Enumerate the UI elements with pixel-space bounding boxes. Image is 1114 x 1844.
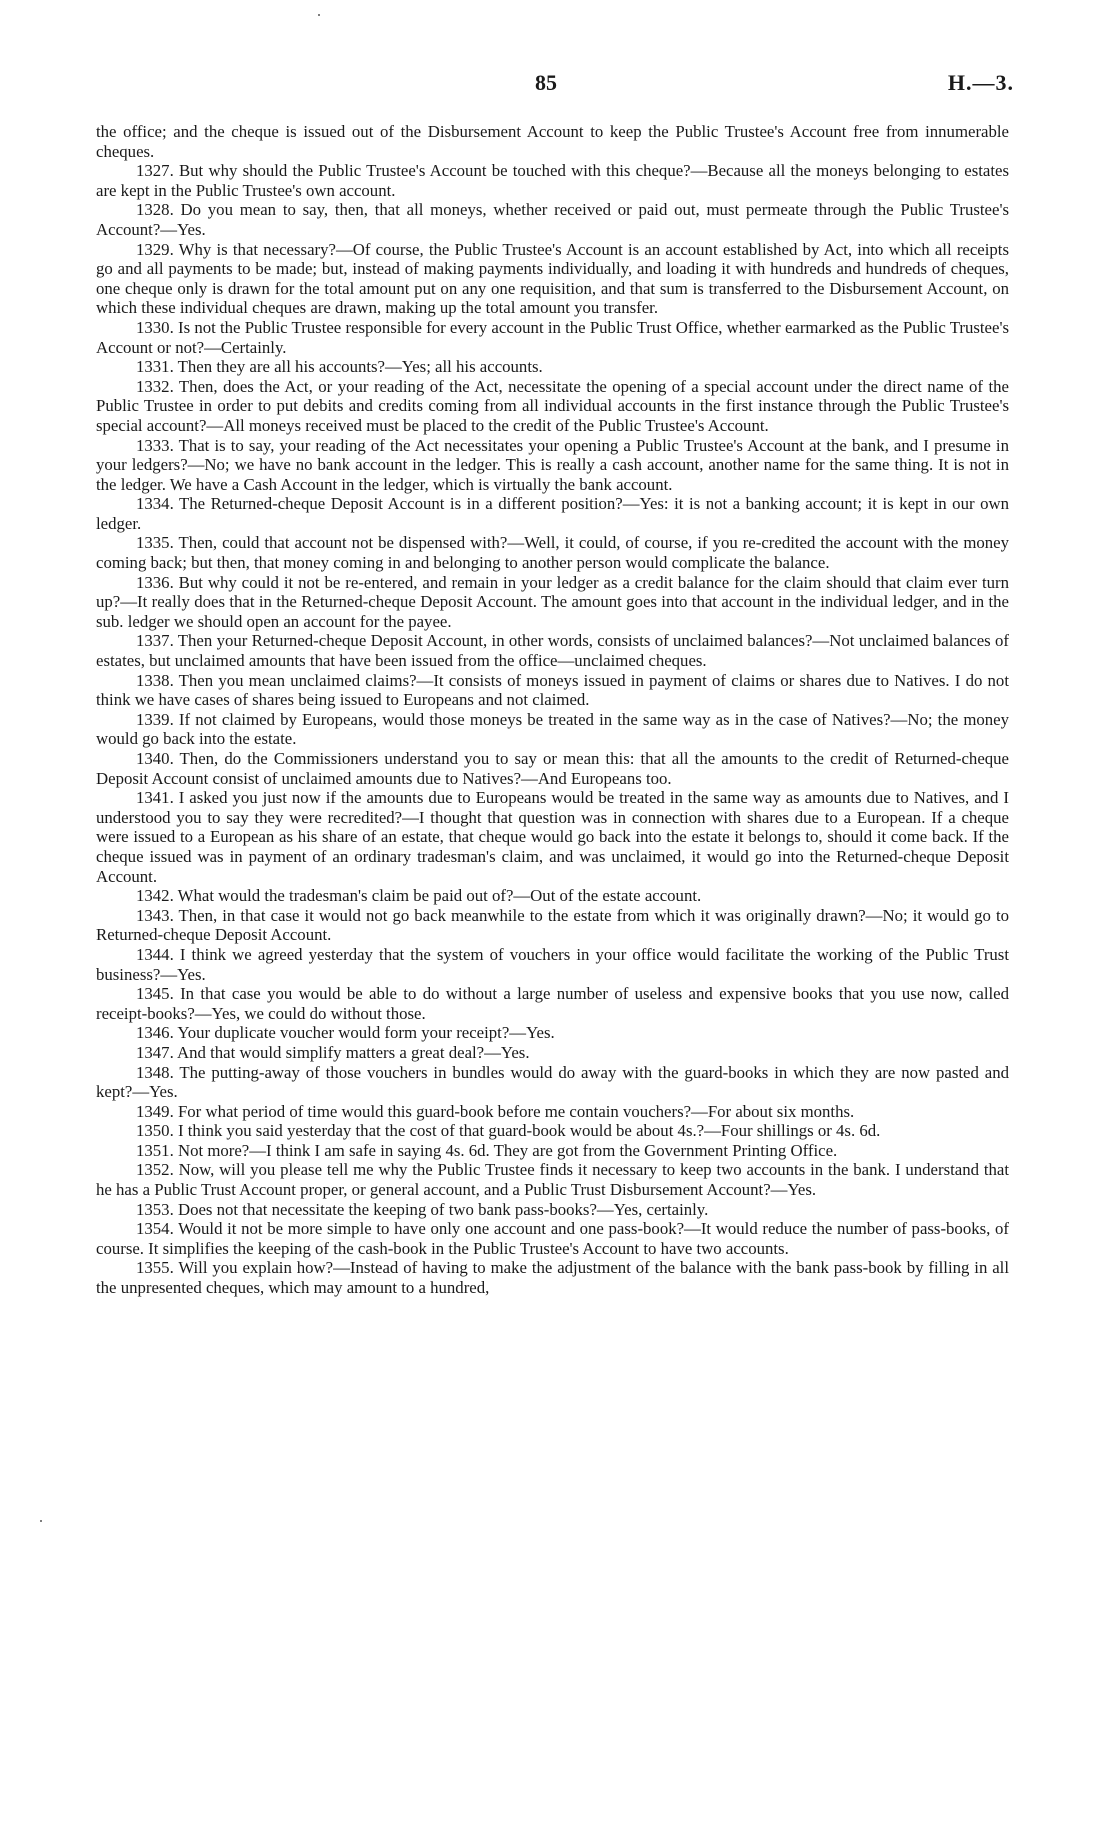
paragraph: 1347. And that would simplify matters a great deal?—Yes. bbox=[136, 1042, 530, 1062]
document-reference: H.—3. bbox=[947, 70, 1014, 95]
paragraph: 1333. That is to say, your reading of the Act necessitates your opening a Public Trustee's Account at the bank, and I presume in your ledgers?—No; we have no bank account in the ledger. This is really a cash account, another name for the same thing. It is not in the ledger. We have a Cash Account in the ledger, which is virtually the bank account. bbox=[96, 435, 1009, 494]
paragraph: 1342. What would the tradesman's claim be paid out of?—Out of the estate account. bbox=[136, 886, 702, 906]
paragraph: 1337. Then your Returned-cheque Deposit Account, in other words, consists of unclaimed balances?—Not unclaimed balances of estates, but unclaimed amounts that have been issued from the office—unclaimed cheques. bbox=[96, 631, 1009, 671]
page-number: 85 bbox=[535, 70, 557, 95]
paragraph: 1334. The Returned-cheque Deposit Account is in a different position?—Yes: it is not a banking account; it is kept in our own ledger. bbox=[96, 494, 1009, 533]
paragraph: 1348. The putting-away of those vouchers in bundles would do away with the guard-books in which they are now pasted and kept?—Yes. bbox=[96, 1062, 1009, 1102]
scan-speck bbox=[40, 1520, 42, 1522]
page-header bbox=[0, 70, 1114, 100]
paragraph: 1339. If not claimed by Europeans, would those moneys be treated in the same way as in the case of Natives?—No; the money would go back into the estate. bbox=[96, 709, 1009, 749]
paragraph: 1327. But why should the Public Trustee's Account be touched with this cheque?—Because all the moneys belonging to estates are kept in the Public Trustee's own account. bbox=[96, 161, 1009, 200]
paragraph: 1335. Then, could that account not be dispensed with?—Well, it could, of course, if you re-credited the account with the money coming back; but then, that money coming in and belonging to another person would complicate the balance. bbox=[96, 533, 1009, 573]
paragraph: 1340. Then, do the Commissioners understand you to say or mean this: that all the amounts to the credit of Returned-cheque Deposit Account consist of unclaimed amounts due to Natives?—And Europeans too. bbox=[96, 749, 1009, 788]
paragraph: 1345. In that case you would be able to do without a large number of useless and expensive books that you use now, called receipt-books?—Yes, we could do without those. bbox=[96, 984, 1009, 1023]
paragraph: 1338. Then you mean unclaimed claims?—It consists of moneys issued in payment of claims or shares due to Natives. I do not think we have cases of shares being issued to Europeans and not claimed. bbox=[96, 670, 1009, 710]
body-text bbox=[96, 122, 1009, 1298]
scan-speck bbox=[318, 14, 320, 16]
paragraph: 1353. Does not that necessitate the keeping of two bank pass-books?—Yes, certainly. bbox=[136, 1199, 709, 1219]
paragraph: 1332. Then, does the Act, or your reading of the Act, necessitate the opening of a special account under the direct name of the Public Trustee in order to put debits and credits coming from all individual accounts in the first instance through the Public Trustee's special account?—All moneys received must be placed to the credit of the Public Trustee's Account. bbox=[96, 376, 1009, 435]
paragraph: 1352. Now, will you please tell me why the Public Trustee finds it necessary to keep two accounts in the bank. I understand that he has a Public Trust Account proper, or general account, and a Public Trust Disbursement Account?—Yes. bbox=[96, 1160, 1009, 1200]
paragraph: 1331. Then they are all his accounts?—Yes; all his accounts. bbox=[136, 357, 543, 377]
paragraph: 1354. Would it not be more simple to have only one account and one pass-book?—It would reduce the number of pass-books, of course. It simplifies the keeping of the cash-book in the Public Trustee's Account to have two accounts. bbox=[96, 1219, 1009, 1258]
paragraph: 1344. I think we agreed yesterday that the system of vouchers in your office would facilitate the working of the Public Trust business?—Yes. bbox=[96, 944, 1009, 984]
paragraph: 1328. Do you mean to say, then, that all moneys, whether received or paid out, must permeate through the Public Trustee's Account?—Yes. bbox=[96, 200, 1009, 239]
paragraph: 1330. Is not the Public Trustee responsible for every account in the Public Trust Office, whether earmarked as the Public Trustee's Account or not?—Certainly. bbox=[96, 317, 1009, 357]
paragraph: 1350. I think you said yesterday that the cost of that guard-book would be about 4s.?—Four shillings or 4s. 6d. bbox=[136, 1121, 881, 1141]
paragraph: 1351. Not more?—I think I am safe in saying 4s. 6d. They are got from the Government Printing Office. bbox=[136, 1140, 838, 1160]
paragraph: 1336. But why could it not be re-entered, and remain in your ledger as a credit balance for the claim should that claim ever turn up?—It really does that in the Returned-cheque Deposit Account. The amount goes into that account in the individual ledger, and in the sub. ledger we should open an account for the payee. bbox=[96, 572, 1009, 631]
paragraph: 1343. Then, in that case it would not go back meanwhile to the estate from which it was originally drawn?—No; it would go to Returned-cheque Deposit Account. bbox=[96, 905, 1009, 945]
paragraph: 1346. Your duplicate voucher would form your receipt?—Yes. bbox=[136, 1023, 555, 1043]
paragraph: the office; and the cheque is issued out of the Disbursement Account to keep the Public Trustee's Account free from innumerable cheques. bbox=[96, 122, 1009, 161]
paragraph: 1341. I asked you just now if the amounts due to Europeans would be treated in the same way as amounts due to Natives, and I understood you to say they were recredited?—I thought that question was in connection with shares due to a European. If a cheque were issued to a European as his share of an estate, that cheque would go back into the estate it belongs to, should it come back. If the cheque issued was in payment of an ordinary tradesman's claim, and was unclaimed, it would go into the Returned-cheque Deposit Account. bbox=[96, 788, 1009, 886]
paragraph: 1349. For what period of time would this guard-book before me contain vouchers?—For about six months. bbox=[136, 1101, 855, 1121]
paragraph: 1355. Will you explain how?—Instead of having to make the adjustment of the balance with the bank pass-book by filling in all the unpresented cheques, which may amount to a hundred, bbox=[96, 1258, 1009, 1298]
paragraph: 1329. Why is that necessary?—Of course, the Public Trustee's Account is an account established by Act, into which all receipts go and all payments to be made; but, instead of making payments individually, and loading it with hundreds and hundreds of cheques, one cheque only is drawn for the total amount put on any one requisition, and that sum is transferred to the Disbursement Account, on which these individual cheques are drawn, making up the total amount you transfer. bbox=[96, 239, 1009, 318]
